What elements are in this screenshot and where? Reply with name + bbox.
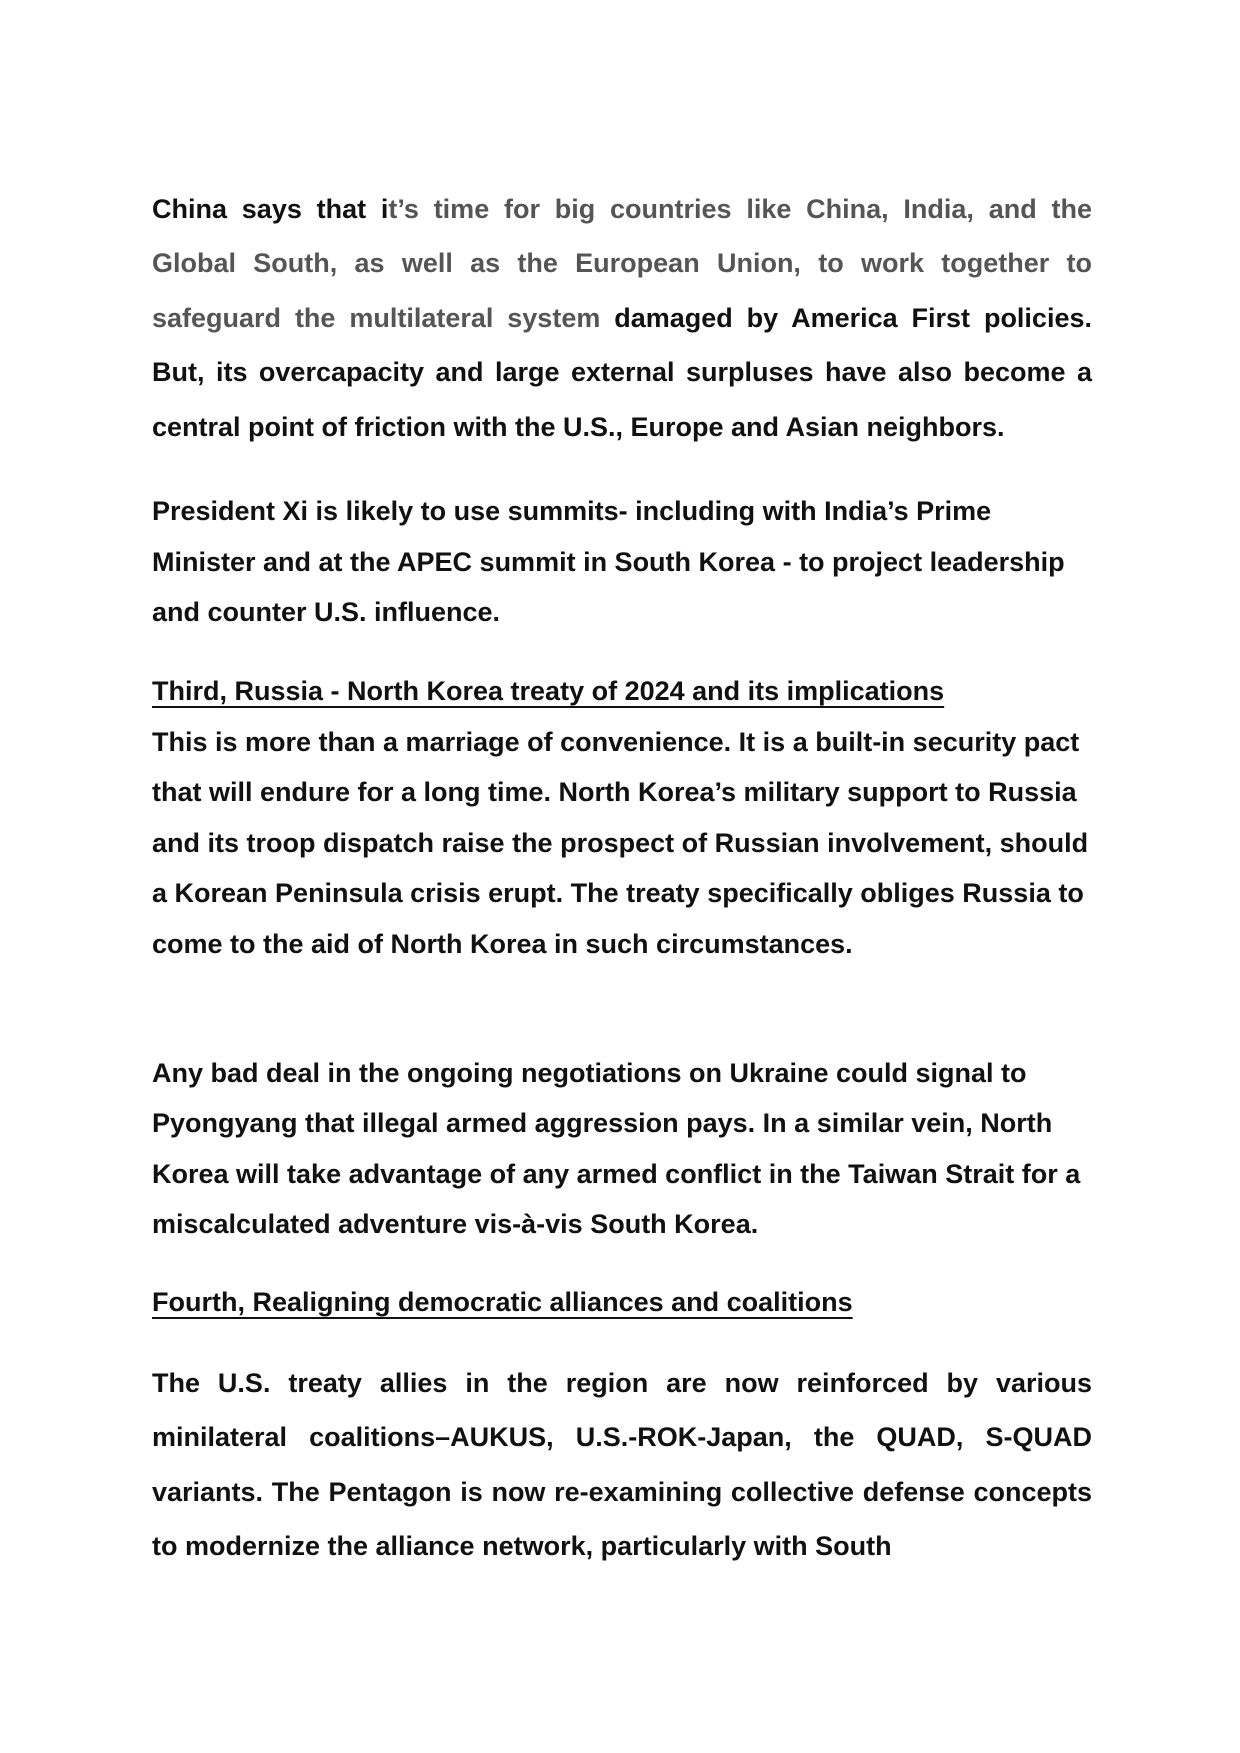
p1-highlight-text: t’s time for big countries like China, India, and the Global South, as well as the European Union, to work together to safeguard the multilateral system (152, 194, 1092, 333)
p1-lead-text: China says that i (152, 194, 389, 224)
paragraph-treaty-body: This is more than a marriage of convenience. It is a built-in security pact that will endure for a long time. North Korea’s military support to Russia and its troop dispatch raise the prospect of Russian involvement, should a Korean Peninsula crisis erupt. The treaty specifically obliges Russia to come to the aid of North Korea in such circumstances. (152, 726, 1089, 959)
section-heading-fourth-wrapper (152, 1280, 1092, 1324)
paragraph-treaty-allies: The U.S. treaty allies in the region are now reinforced by various minilateral coalitions–AUKUS, U.S.-ROK-Japan, the QUAD, S-QUAD variants. The Pentagon is now re-examining collective defense concepts to modernize the alliance network, particularly with South (152, 1368, 1092, 1562)
section-third-russia-north-korea (152, 666, 1092, 970)
paragraph-china-multilateral (152, 182, 1092, 454)
section-heading-fourth: Fourth, Realigning democratic alliances and coalitions (152, 1287, 853, 1317)
p1-rest-text: damaged by America First policies. But, its overcapacity and large external surpluses have also become a central point of friction with the U.S., Europe and Asian neighbors. (152, 302, 1092, 442)
section-heading-third: Third, Russia - North Korea treaty of 2024 and its implications (152, 676, 945, 706)
paragraph-president-xi: President Xi is likely to use summits- including with India’s Prime Minister and at the APEC summit in South Korea - to project leadership and counter U.S. influence. (152, 496, 1065, 628)
paragraph-ukraine-deal: Any bad deal in the ongoing negotiations on Ukraine could signal to Pyongyang that illegal armed aggression pays. In a similar vein, North Korea will take advantage of any armed conflict in the Taiwan Strait for a miscalculated adventure vis-à-vis South Korea. (152, 1058, 1081, 1240)
